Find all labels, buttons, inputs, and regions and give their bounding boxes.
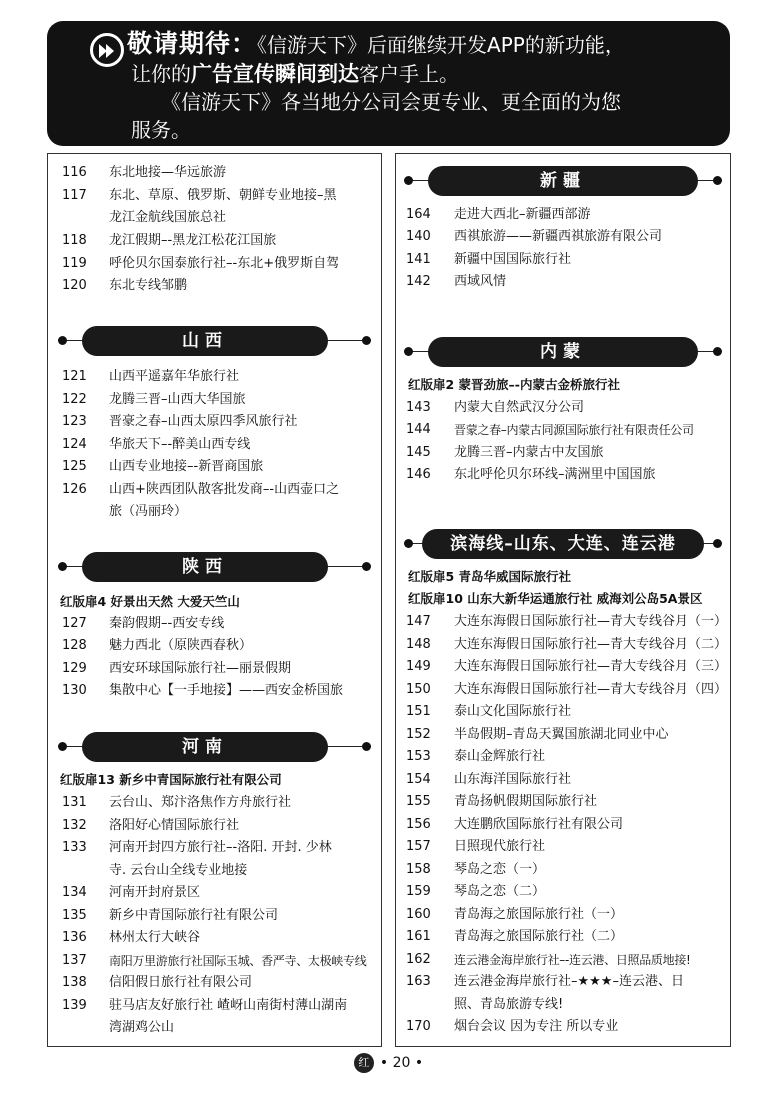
- section-header-xinjiang: [404, 166, 722, 196]
- item-number: 158: [406, 862, 431, 877]
- item-text: 山西+陕西团队散客批发商–-山西壶口之: [109, 482, 340, 497]
- dot-icon: [362, 562, 371, 571]
- item-number: 152: [406, 727, 431, 742]
- item-text: 信阳假日旅行社有限公司: [109, 975, 253, 990]
- item-text: 晋蒙之春–内蒙古同源国际旅行社有限责任公司: [454, 423, 694, 437]
- item-number: 150: [406, 682, 431, 697]
- dot-icon: [404, 176, 413, 185]
- item-number: 127: [62, 616, 87, 631]
- item-text-cont: 旅（冯丽玲）: [109, 504, 188, 519]
- item-number: 140: [406, 229, 431, 244]
- item-number: 118: [62, 233, 87, 248]
- announcement-banner: [47, 21, 730, 146]
- item-text: 青岛海之旅国际旅行社（一）: [454, 907, 624, 922]
- dot-icon: [58, 742, 67, 751]
- item-number: 159: [406, 884, 431, 899]
- section-header-henan: [58, 732, 371, 762]
- item-number: 129: [62, 661, 87, 676]
- item-text: 青岛扬帆假期国际旅行社: [454, 794, 598, 809]
- item-text: 南阳万里游旅行社国际玉城、香严寺、太极峡专线: [109, 954, 367, 968]
- item-text: 大连东海假日国际旅行社—青大专线谷月（一）: [454, 614, 728, 629]
- dot-icon: [362, 742, 371, 751]
- item-number: 160: [406, 907, 431, 922]
- item-text: 山西平遥嘉年华旅行社: [109, 369, 240, 384]
- red-page-note: 红版扉2 蒙晋劲旅–-内蒙古金桥旅行社: [408, 377, 620, 392]
- item-number: 120: [62, 278, 87, 293]
- banner-line-4: 服务。: [131, 118, 191, 142]
- item-number: 133: [62, 840, 87, 855]
- item-number: 162: [406, 952, 431, 967]
- item-text: 东北地接—华远旅游: [109, 165, 227, 180]
- dot-icon: [58, 562, 67, 571]
- item-text: 集散中心【一手地接】——西安金桥国旅: [109, 683, 344, 698]
- item-text: 大连东海假日国际旅行社—青大专线谷月（二）: [454, 637, 728, 652]
- item-number: 170: [406, 1019, 431, 1034]
- left-column: [47, 153, 382, 1047]
- item-number: 154: [406, 772, 431, 787]
- red-page-note: 红版扉10 山东大新华运通旅行社 威海刘公岛5A景区: [408, 591, 703, 606]
- banner-line-3: 《信游天下》各当地分公司会更专业、更全面的为您: [161, 90, 621, 114]
- item-text: 龙腾三晋–内蒙古中友国旅: [454, 445, 604, 460]
- banner-line-1-text: 《信游天下》后面继续开发APP的新功能，: [257, 33, 625, 57]
- item-text: 东北专线邹鹏: [109, 278, 188, 293]
- item-number: 142: [406, 274, 431, 289]
- item-text: 晋豪之春–山西太原四季风旅行社: [109, 414, 298, 429]
- section-header-neimeng: [404, 337, 722, 367]
- item-text-cont: 龙江金航线国旅总社: [109, 210, 227, 225]
- item-text: 泰山金辉旅行社: [454, 749, 546, 764]
- item-text: 琴岛之恋（一）: [454, 862, 546, 877]
- item-text: 山西专业地接–-新晋商国旅: [109, 459, 264, 474]
- item-number: 157: [406, 839, 431, 854]
- item-number: 148: [406, 637, 431, 652]
- item-number: 164: [406, 207, 431, 222]
- item-text: 琴岛之恋（二）: [454, 884, 546, 899]
- item-text: 河南开封府景区: [109, 885, 201, 900]
- section-title: 河南: [82, 732, 328, 762]
- item-number: 136: [62, 930, 87, 945]
- red-page-note: 红版扉4 好景出天然 大爱天竺山: [60, 594, 240, 609]
- item-number: 163: [406, 974, 431, 989]
- item-text: 大连东海假日国际旅行社—青大专线谷月（四）: [454, 682, 728, 697]
- item-text: 呼伦贝尔国泰旅行社–-东北+俄罗斯自驾: [109, 256, 340, 271]
- item-text: 大连东海假日国际旅行社—青大专线谷月（三）: [454, 659, 728, 674]
- dot-icon: [404, 347, 413, 356]
- item-number: 126: [62, 482, 87, 497]
- item-text: 云台山、郑汴洛焦作方舟旅行社: [109, 795, 292, 810]
- item-number: 125: [62, 459, 87, 474]
- item-text-cont: 照、青岛旅游专线!: [454, 997, 564, 1012]
- item-text: 西安环球国际旅行社—丽景假期: [109, 661, 292, 676]
- item-number: 139: [62, 998, 87, 1013]
- section-header-coast: [404, 529, 722, 559]
- item-number: 116: [62, 165, 87, 180]
- item-number: 145: [406, 445, 431, 460]
- section-title: 内蒙: [428, 337, 698, 367]
- item-number: 141: [406, 252, 431, 267]
- section-title: 陕西: [82, 552, 328, 582]
- banner-lead: 敬请期待：: [127, 29, 258, 58]
- red-edition-seal-icon: 红: [354, 1053, 374, 1073]
- item-text: 半岛假期–青岛天翼国旅湖北同业中心: [454, 727, 669, 742]
- item-text: 走进大西北–新疆西部游: [454, 207, 591, 222]
- banner-highlight: 广告宣传瞬间到达: [191, 62, 359, 86]
- section-header-shaanxi: [58, 552, 371, 582]
- item-number: 151: [406, 704, 431, 719]
- item-text: 秦韵假期–-西安专线: [109, 616, 225, 631]
- dot-icon: [404, 539, 413, 548]
- item-text: 连云港金海岸旅行社–-连云港、日照品质地接!: [454, 953, 691, 967]
- item-number: 119: [62, 256, 87, 271]
- item-number: 134: [62, 885, 87, 900]
- item-number: 146: [406, 467, 431, 482]
- item-text: 日照现代旅行社: [454, 839, 546, 854]
- item-number: 138: [62, 975, 87, 990]
- item-text: 新乡中青国际旅行社有限公司: [109, 908, 279, 923]
- item-text: 魅力西北（原陕西春秋）: [109, 638, 253, 653]
- item-number: 124: [62, 437, 87, 452]
- item-text: 泰山文化国际旅行社: [454, 704, 572, 719]
- item-text: 内蒙大自然武汉分公司: [454, 400, 585, 415]
- item-text: 连云港金海岸旅行社–★★★–连云港、日: [454, 974, 684, 989]
- item-number: 156: [406, 817, 431, 832]
- item-text-cont: 湾湖鸡公山: [109, 1020, 175, 1035]
- item-number: 122: [62, 392, 87, 407]
- item-number: 155: [406, 794, 431, 809]
- item-text: 林州太行大峡谷: [109, 930, 201, 945]
- item-number: 121: [62, 369, 87, 384]
- section-title: 新疆: [428, 166, 698, 196]
- section-header-shanxi: [58, 326, 371, 356]
- banner-line-2: [87, 60, 716, 88]
- item-number: 130: [62, 683, 87, 698]
- item-number: 149: [406, 659, 431, 674]
- item-text: 东北、草原、俄罗斯、朝鲜专业地接–黑: [109, 188, 337, 203]
- item-text: 东北呼伦贝尔环线–满洲里中国国旅: [454, 467, 656, 482]
- item-text: 西域风情: [454, 274, 507, 289]
- banner-line-2-pre: 让你的: [131, 62, 191, 86]
- section-title: 滨海线–山东、大连、连云港: [422, 529, 704, 559]
- item-number: 144: [406, 422, 431, 437]
- item-number: 153: [406, 749, 431, 764]
- item-number: 131: [62, 795, 87, 810]
- dot-icon: [713, 347, 722, 356]
- item-text: 龙腾三晋–山西大华国旅: [109, 392, 246, 407]
- banner-line-2-post: 客户手上。: [359, 62, 459, 86]
- item-text: 洛阳好心情国际旅行社: [109, 818, 240, 833]
- item-text: 大连鹏欣国际旅行社有限公司: [454, 817, 624, 832]
- red-page-note: 红版扉13 新乡中青国际旅行社有限公司: [60, 772, 282, 787]
- dot-icon: [713, 539, 722, 548]
- page-footer: [0, 1053, 777, 1073]
- item-text: 华旅天下–-醉美山西专线: [109, 437, 251, 452]
- page-number: • 20 •: [379, 1055, 424, 1071]
- item-number: 147: [406, 614, 431, 629]
- item-text: 西祺旅游——新疆西祺旅游有限公司: [454, 229, 663, 244]
- right-column: [395, 153, 731, 1047]
- dot-icon: [58, 336, 67, 345]
- item-text: 山东海洋国际旅行社: [454, 772, 572, 787]
- item-text: 驻马店友好旅行社 嵖岈山南街村薄山湖南: [109, 998, 348, 1013]
- red-page-note: 红版扉5 青岛华威国际旅行社: [408, 569, 572, 584]
- dot-icon: [713, 176, 722, 185]
- item-number: 123: [62, 414, 87, 429]
- item-number: 135: [62, 908, 87, 923]
- item-text: 龙江假期–-黑龙江松花江国旅: [109, 233, 277, 248]
- dot-icon: [362, 336, 371, 345]
- item-number: 143: [406, 400, 431, 415]
- item-text: 河南开封四方旅行社–-洛阳. 开封. 少林: [109, 840, 332, 855]
- item-text: 青岛海之旅国际旅行社（二）: [454, 929, 624, 944]
- item-number: 117: [62, 188, 87, 203]
- item-number: 137: [62, 953, 87, 968]
- item-number: 161: [406, 929, 431, 944]
- item-number: 132: [62, 818, 87, 833]
- item-text: 新疆中国国际旅行社: [454, 252, 572, 267]
- item-text: 烟台会议 因为专注 所以专业: [454, 1019, 619, 1034]
- item-number: 128: [62, 638, 87, 653]
- forward-arrow-icon: [90, 33, 124, 67]
- banner-line-1: [87, 29, 716, 60]
- section-title: 山西: [82, 326, 328, 356]
- item-text-cont: 寺. 云台山全线专业地接: [109, 863, 248, 878]
